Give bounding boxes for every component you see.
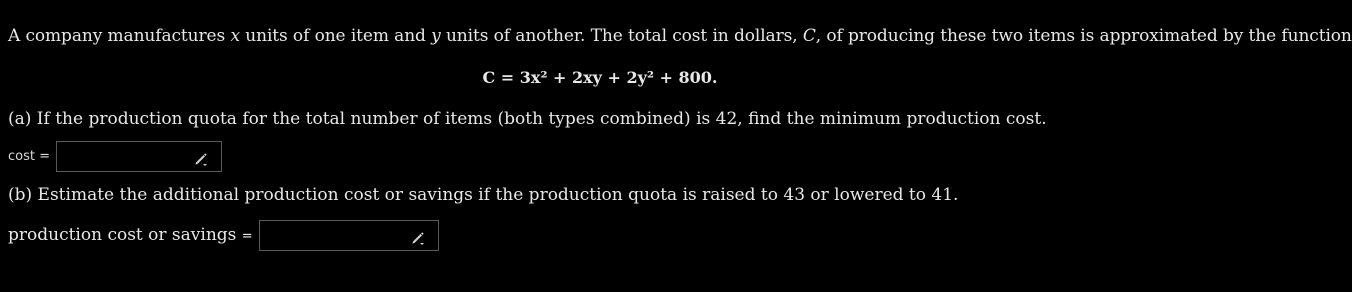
pencil-icon[interactable] bbox=[193, 150, 209, 166]
savings-answer-box[interactable] bbox=[259, 220, 439, 251]
problem-text: A company manufactures bbox=[8, 26, 231, 46]
part-a-question: (a) If the production quota for the total number of items (both types combined) is 42, find the minimum production cost. bbox=[8, 109, 1047, 129]
part-b-question: (b) Estimate the additional production cost or savings if the production quota is raised to 43 or lowered to 41. bbox=[8, 185, 959, 205]
part-b-answer-row bbox=[8, 219, 439, 251]
variable-y: y bbox=[431, 26, 441, 46]
problem-text: , of producing these two items is approximated by the function bbox=[815, 26, 1352, 46]
cost-answer-box[interactable] bbox=[56, 141, 222, 172]
cost-label: cost = bbox=[8, 148, 51, 164]
variable-x: x bbox=[230, 26, 240, 46]
pencil-icon[interactable] bbox=[410, 229, 426, 245]
problem-statement bbox=[8, 26, 1352, 46]
variable-c: C bbox=[802, 26, 816, 46]
cost-equation: C = 3x² + 2xy + 2y² + 800. bbox=[482, 68, 718, 87]
savings-label: production cost or savings = bbox=[8, 225, 253, 245]
problem-text: units of another. The total cost in dollars, bbox=[440, 26, 803, 46]
problem-text: units of one item and bbox=[239, 26, 432, 46]
part-a-answer-row bbox=[8, 140, 222, 172]
